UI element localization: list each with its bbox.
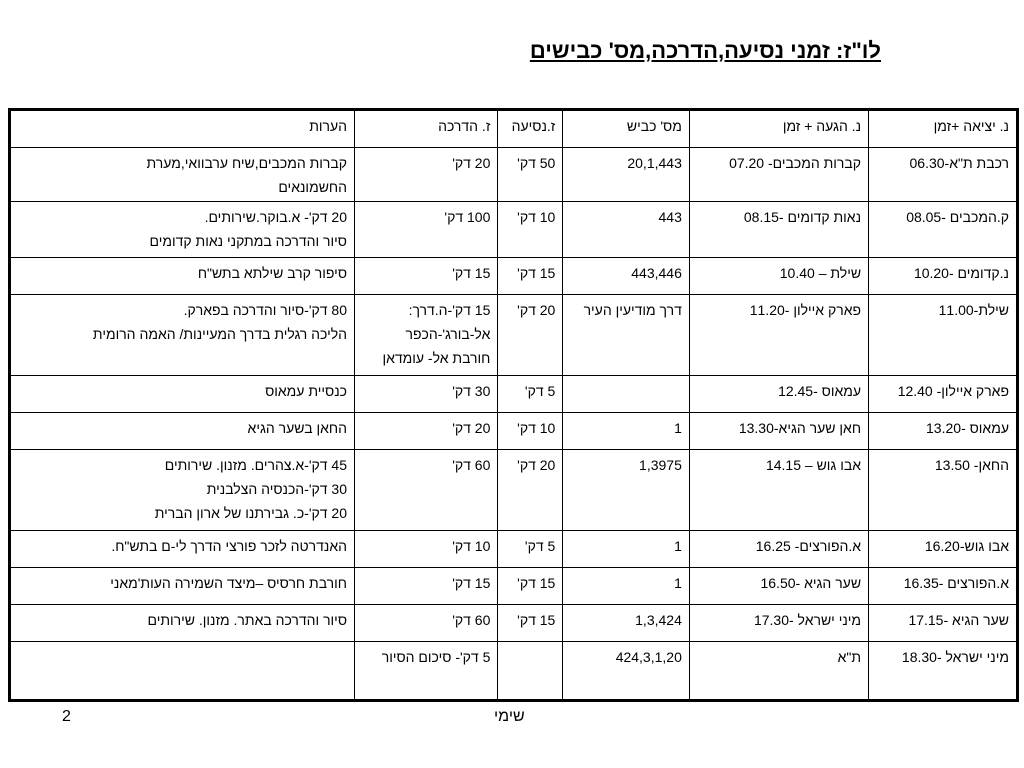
- cell-travel-time: 20 דק': [498, 450, 563, 531]
- cell-departure: אבו גוש-16.20: [869, 531, 1018, 568]
- footer-author: שימי: [494, 708, 525, 725]
- cell-road-number: דרך מודיעין העיר: [563, 295, 690, 376]
- cell-road-number: 424,3,1,20: [563, 642, 690, 701]
- schedule-body: [10, 148, 1018, 701]
- cell-departure: מיני ישראל -18.30: [869, 642, 1018, 701]
- cell-travel-time: 10 דק': [498, 413, 563, 450]
- table-row: [10, 376, 1018, 413]
- cell-notes: [10, 202, 355, 258]
- cell-departure: פארק איילון- 12.40: [869, 376, 1018, 413]
- cell-notes: סיור והדרכה באתר. מזנון. שירותים: [10, 605, 355, 642]
- cell-notes: [10, 450, 355, 531]
- table-row: [10, 642, 1018, 701]
- cell-departure: שער הגיא -17.15: [869, 605, 1018, 642]
- cell-arrival: שער הגיא -16.50: [689, 568, 868, 605]
- cell-guiding-time: 100 דק': [355, 202, 498, 258]
- header-arrival: נ. הגעה + זמן: [689, 110, 868, 148]
- cell-arrival: שילת – 10.40: [689, 258, 868, 295]
- cell-notes: [10, 642, 355, 701]
- cell-travel-time: 15 דק': [498, 568, 563, 605]
- table-row: [10, 605, 1018, 642]
- cell-arrival: א.הפורצים- 16.25: [689, 531, 868, 568]
- cell-notes: [10, 295, 355, 376]
- cell-notes: החאן בשער הגיא: [10, 413, 355, 450]
- cell-line: סיור והדרכה במתקני נאות קדומים: [149, 233, 347, 249]
- table-row: [10, 295, 1018, 376]
- cell-road-number: 1,3975: [563, 450, 690, 531]
- cell-arrival: חאן שער הגיא-13.30: [689, 413, 868, 450]
- cell-arrival: נאות קדומים -08.15: [689, 202, 868, 258]
- cell-guiding-time: 5 דק'- סיכום הסיור: [355, 642, 498, 701]
- table-row: [10, 148, 1018, 202]
- cell-departure: ק.המכבים -08.05: [869, 202, 1018, 258]
- cell-road-number: 1: [563, 568, 690, 605]
- table-row: [10, 258, 1018, 295]
- cell-road-number: 443,446: [563, 258, 690, 295]
- cell-guiding-time: 10 דק': [355, 531, 498, 568]
- cell-arrival: ת"א: [689, 642, 868, 701]
- cell-line: 20 דק'-כ. גבירתנו של ארון הברית: [154, 505, 347, 521]
- cell-notes: [10, 148, 355, 202]
- header-travel-time: ז.נסיעה: [498, 110, 563, 148]
- cell-guiding-time: 20 דק': [355, 413, 498, 450]
- cell-line: אל-בורג'-הכפר: [405, 326, 491, 342]
- cell-departure: נ.קדומים -10.20: [869, 258, 1018, 295]
- header-departure: נ. יציאה +זמן: [869, 110, 1018, 148]
- cell-guiding-time: 60 דק': [355, 605, 498, 642]
- table-row: [10, 413, 1018, 450]
- cell-notes: סיפור קרב שילתא בתש"ח: [10, 258, 355, 295]
- page-title: לו"ז: זמני נסיעה,הדרכה,מס' כבישים: [529, 38, 881, 63]
- cell-guiding-time: [355, 295, 498, 376]
- cell-travel-time: 20 דק': [498, 295, 563, 376]
- cell-departure: רכבת ת"א-06.30: [869, 148, 1018, 202]
- cell-notes: כנסיית עמאוס: [10, 376, 355, 413]
- cell-road-number: 1: [563, 531, 690, 568]
- cell-guiding-time: 15 דק': [355, 568, 498, 605]
- header-notes: הערות: [10, 110, 355, 148]
- cell-road-number: 1,3,424: [563, 605, 690, 642]
- header-guiding-time: ז. הדרכה: [355, 110, 498, 148]
- cell-travel-time: 15 דק': [498, 605, 563, 642]
- cell-road-number: 443: [563, 202, 690, 258]
- cell-line: הליכה רגלית בדרך המעיינות/ האמה הרומית: [92, 326, 347, 342]
- cell-departure: שילת-11.00: [869, 295, 1018, 376]
- page-number: 2: [62, 708, 71, 725]
- cell-line: 15 דק'-ה.דרך:: [408, 302, 491, 318]
- cell-guiding-time: 30 דק': [355, 376, 498, 413]
- cell-road-number: 20,1,443: [563, 148, 690, 202]
- table-row: [10, 450, 1018, 531]
- cell-road-number: [563, 376, 690, 413]
- cell-line: 45 דק'-א.צהרים. מזנון. שירותים: [164, 457, 347, 473]
- schedule-header: [10, 110, 1018, 148]
- table-row: [10, 568, 1018, 605]
- cell-travel-time: 5 דק': [498, 376, 563, 413]
- cell-travel-time: 50 דק': [498, 148, 563, 202]
- cell-line: 30 דק'-הכנסיה הצלבנית: [206, 481, 347, 497]
- cell-arrival: מיני ישראל -17.30: [689, 605, 868, 642]
- cell-arrival: אבו גוש – 14.15: [689, 450, 868, 531]
- cell-line: 20 דק'- א.בוקר.שירותים.: [204, 209, 347, 225]
- cell-travel-time: 10 דק': [498, 202, 563, 258]
- cell-line: חורבת אל- עומדאן: [382, 350, 491, 366]
- cell-guiding-time: 60 דק': [355, 450, 498, 531]
- cell-arrival: קברות המכבים- 07.20: [689, 148, 868, 202]
- cell-departure: א.הפורצים -16.35: [869, 568, 1018, 605]
- cell-travel-time: [498, 642, 563, 701]
- cell-line: קברות המכבים,שיח ערבוואי,מערת: [146, 155, 347, 171]
- cell-departure: החאן- 13.50: [869, 450, 1018, 531]
- cell-line: 80 דק'-סיור והדרכה בפארק.: [183, 302, 347, 318]
- table-row: [10, 202, 1018, 258]
- header-road-number: מס' כביש: [563, 110, 690, 148]
- cell-guiding-time: 15 דק': [355, 258, 498, 295]
- cell-notes: חורבת חרסיס –מיצד השמירה העות'מאני: [10, 568, 355, 605]
- cell-travel-time: 5 דק': [498, 531, 563, 568]
- cell-guiding-time: 20 דק': [355, 148, 498, 202]
- cell-departure: עמאוס -13.20: [869, 413, 1018, 450]
- cell-travel-time: 15 דק': [498, 258, 563, 295]
- cell-road-number: 1: [563, 413, 690, 450]
- schedule-table: [8, 108, 1019, 702]
- cell-arrival: עמאוס -12.45: [689, 376, 868, 413]
- table-row: [10, 531, 1018, 568]
- cell-notes: האנדרטה לזכר פורצי הדרך לי-ם בתש"ח.: [10, 531, 355, 568]
- cell-line: החשמונאים: [278, 179, 347, 195]
- cell-arrival: פארק איילון -11.20: [689, 295, 868, 376]
